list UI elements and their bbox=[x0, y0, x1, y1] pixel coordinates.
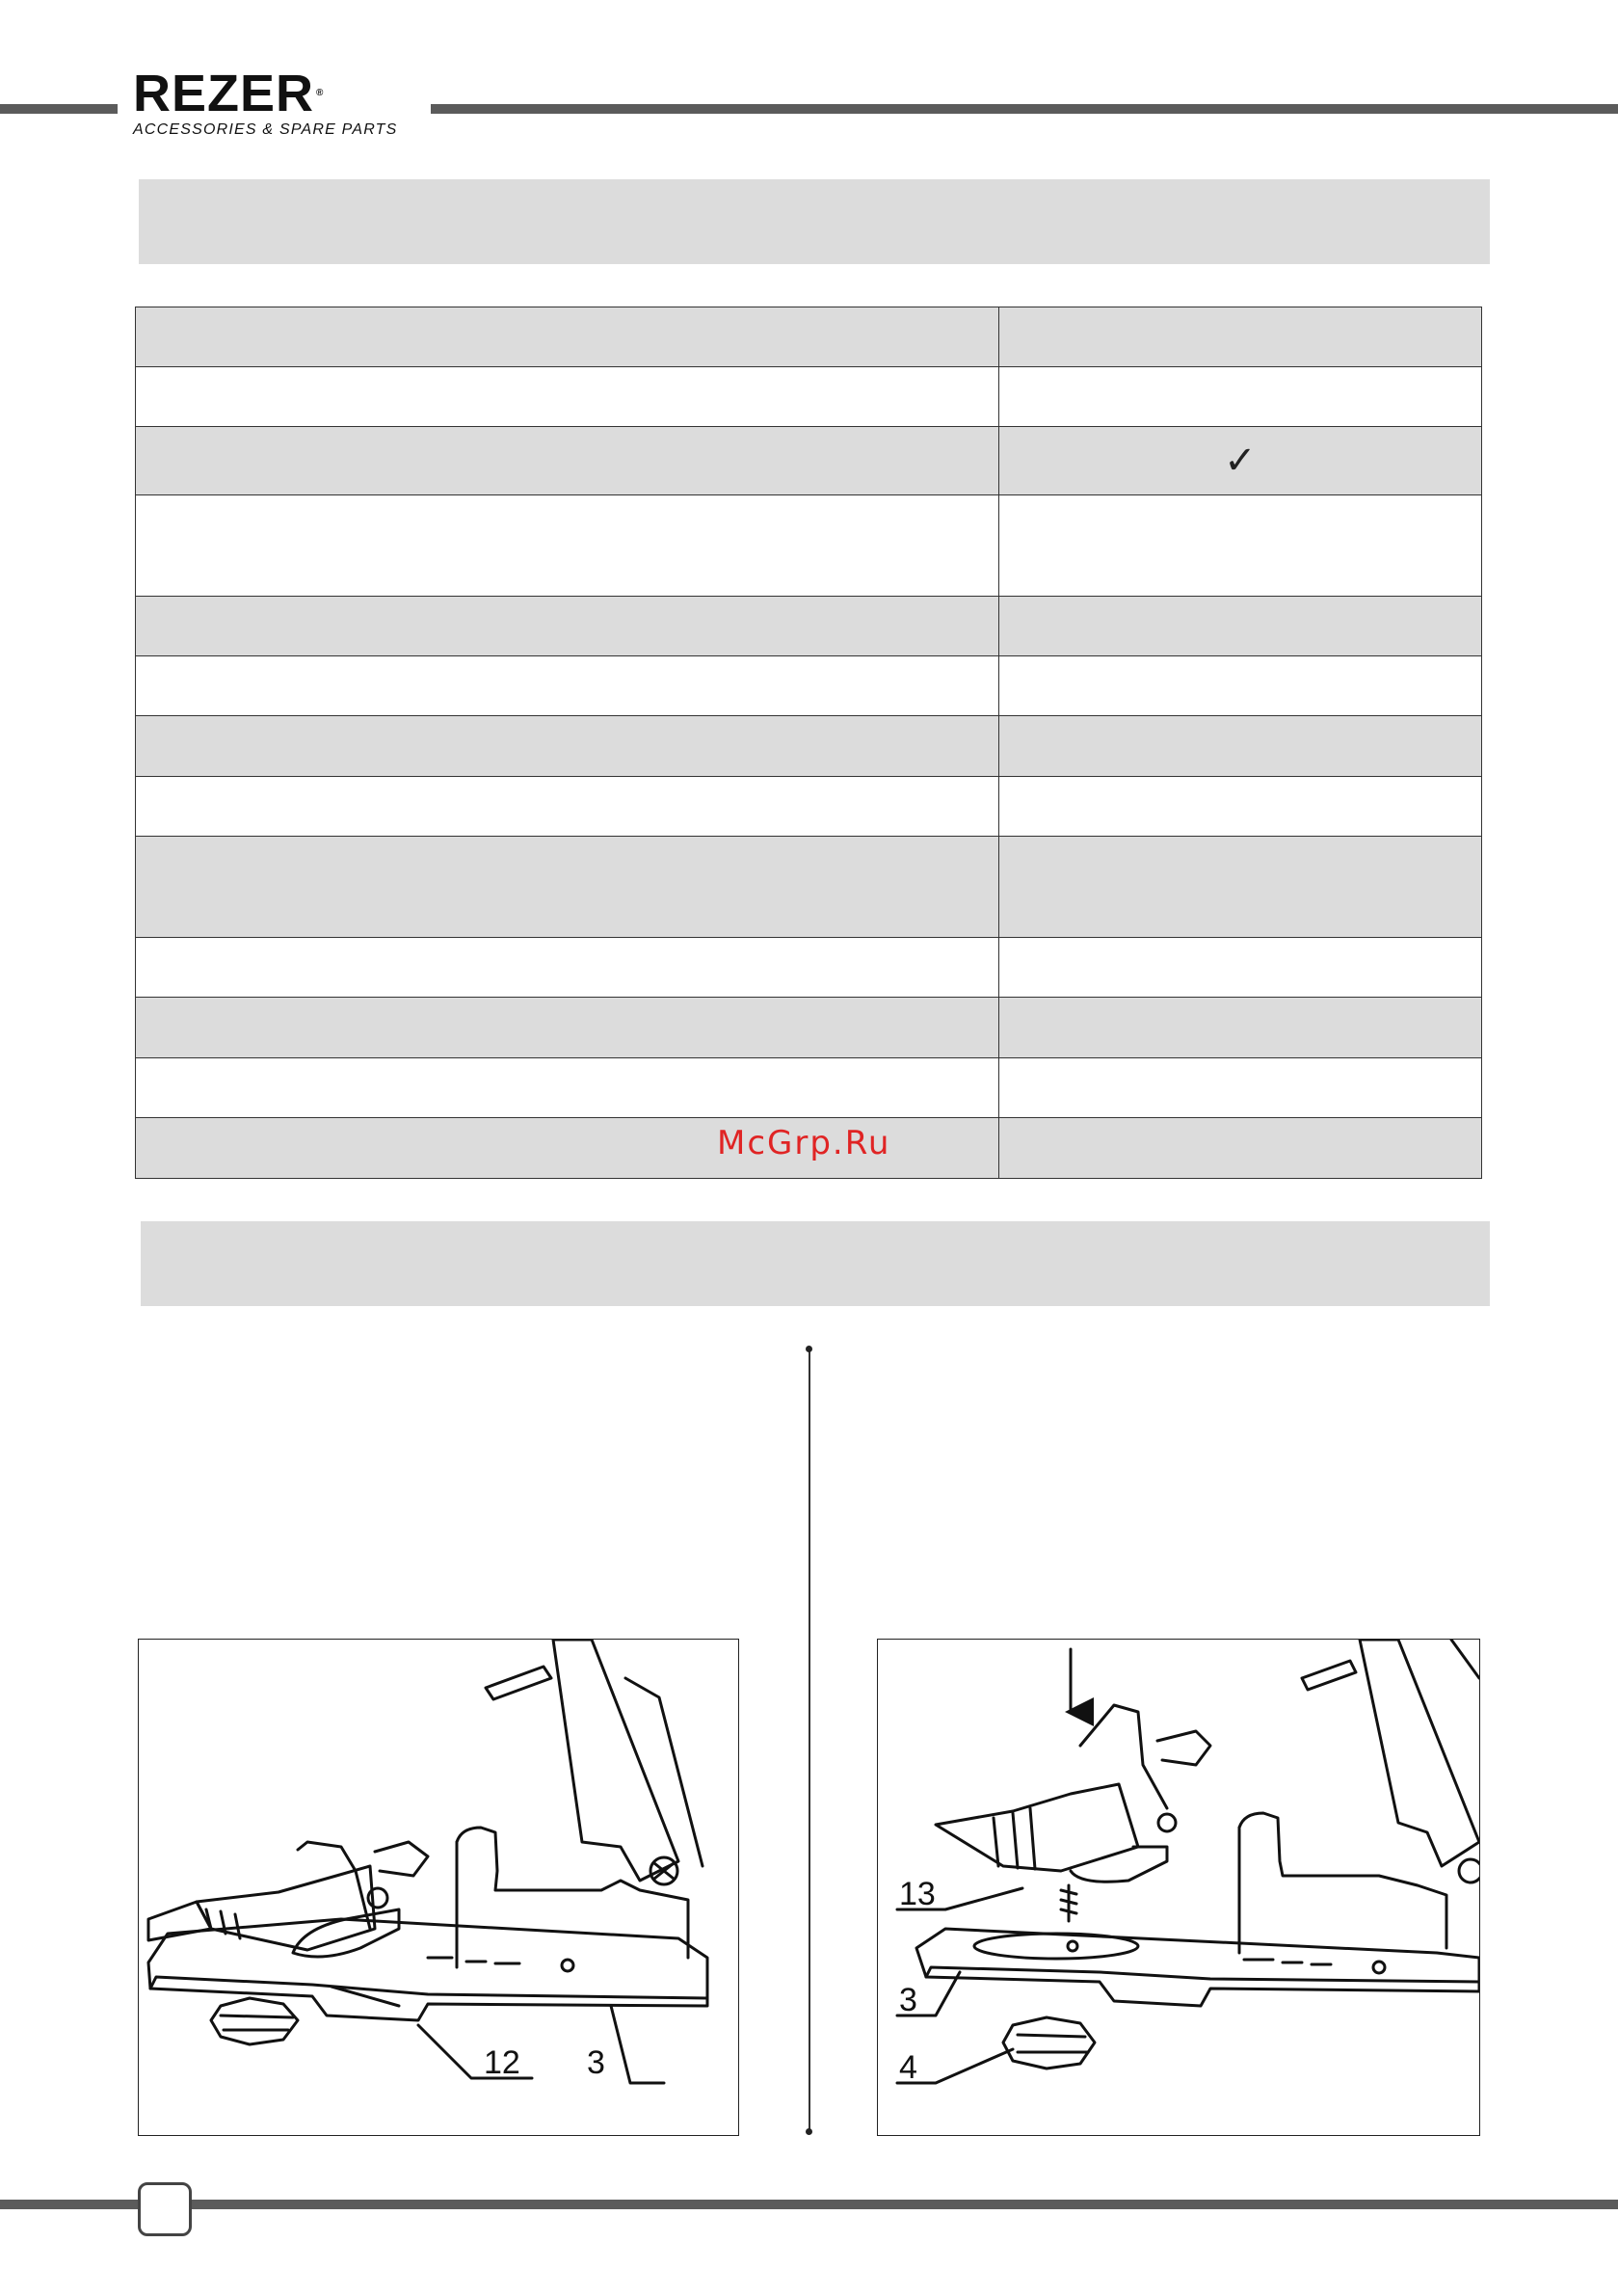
callout-label-12: 12 bbox=[484, 2044, 520, 2081]
section-title-band-assembly bbox=[141, 1221, 1490, 1306]
registered-mark: ® bbox=[316, 88, 325, 98]
sharpener-drawing bbox=[139, 1640, 738, 2135]
table-row bbox=[136, 776, 1482, 836]
divider-end-dot bbox=[806, 2128, 812, 2135]
brand-logo bbox=[133, 67, 427, 141]
header-rule-left bbox=[0, 104, 118, 114]
table-row bbox=[136, 596, 1482, 655]
table-row bbox=[136, 716, 1482, 776]
table-cell bbox=[998, 998, 1481, 1057]
table-row bbox=[136, 494, 1482, 596]
table-row bbox=[136, 938, 1482, 998]
table-row bbox=[136, 998, 1482, 1057]
table-cell bbox=[998, 307, 1481, 367]
section-title-band-specs bbox=[139, 179, 1490, 264]
footer-rule bbox=[0, 2200, 1618, 2209]
table-row bbox=[136, 836, 1482, 937]
table-cell bbox=[136, 776, 999, 836]
table-cell bbox=[136, 716, 999, 776]
table-cell bbox=[998, 494, 1481, 596]
table-row bbox=[136, 656, 1482, 716]
table-cell bbox=[998, 938, 1481, 998]
divider-end-dot bbox=[806, 1346, 812, 1352]
table-cell bbox=[998, 776, 1481, 836]
watermark-text: McGrp.Ru bbox=[717, 1124, 891, 1162]
table-cell bbox=[136, 307, 999, 367]
table-cell bbox=[998, 716, 1481, 776]
table-cell bbox=[136, 836, 999, 937]
brand-tagline: ACCESSORIES & SPARE PARTS bbox=[133, 121, 398, 138]
table-row bbox=[136, 367, 1482, 427]
header-rule-right bbox=[431, 104, 1618, 114]
table-cell bbox=[998, 836, 1481, 937]
table-cell bbox=[998, 1117, 1481, 1178]
table-row bbox=[136, 1057, 1482, 1117]
callout-label-3: 3 bbox=[899, 1982, 917, 2018]
figure-sharpener-exploded bbox=[877, 1639, 1480, 2136]
spec-table bbox=[135, 307, 1482, 1179]
checkmark-icon: ✓ bbox=[1224, 439, 1257, 484]
table-cell bbox=[136, 938, 999, 998]
callout-label-4: 4 bbox=[899, 2049, 917, 2086]
brand-name: REZER bbox=[133, 65, 315, 122]
column-divider bbox=[809, 1349, 810, 2132]
table-cell bbox=[136, 596, 999, 655]
table-cell bbox=[998, 1057, 1481, 1117]
figure-sharpener-assembled bbox=[138, 1639, 739, 2136]
callout-label-3: 3 bbox=[587, 2044, 605, 2081]
table-row bbox=[136, 307, 1482, 367]
table-cell bbox=[136, 427, 999, 494]
table-cell bbox=[136, 494, 999, 596]
table-cell bbox=[136, 367, 999, 427]
callout-label-13: 13 bbox=[899, 1876, 936, 1912]
table-row bbox=[136, 427, 1482, 494]
table-cell bbox=[136, 1057, 999, 1117]
page-number-box bbox=[138, 2182, 192, 2236]
table-cell bbox=[998, 656, 1481, 716]
table-cell bbox=[998, 427, 1481, 494]
sharpener-exploded-drawing bbox=[878, 1640, 1479, 2135]
table-cell bbox=[998, 367, 1481, 427]
table-cell bbox=[136, 998, 999, 1057]
table-cell bbox=[998, 596, 1481, 655]
table-cell bbox=[136, 656, 999, 716]
